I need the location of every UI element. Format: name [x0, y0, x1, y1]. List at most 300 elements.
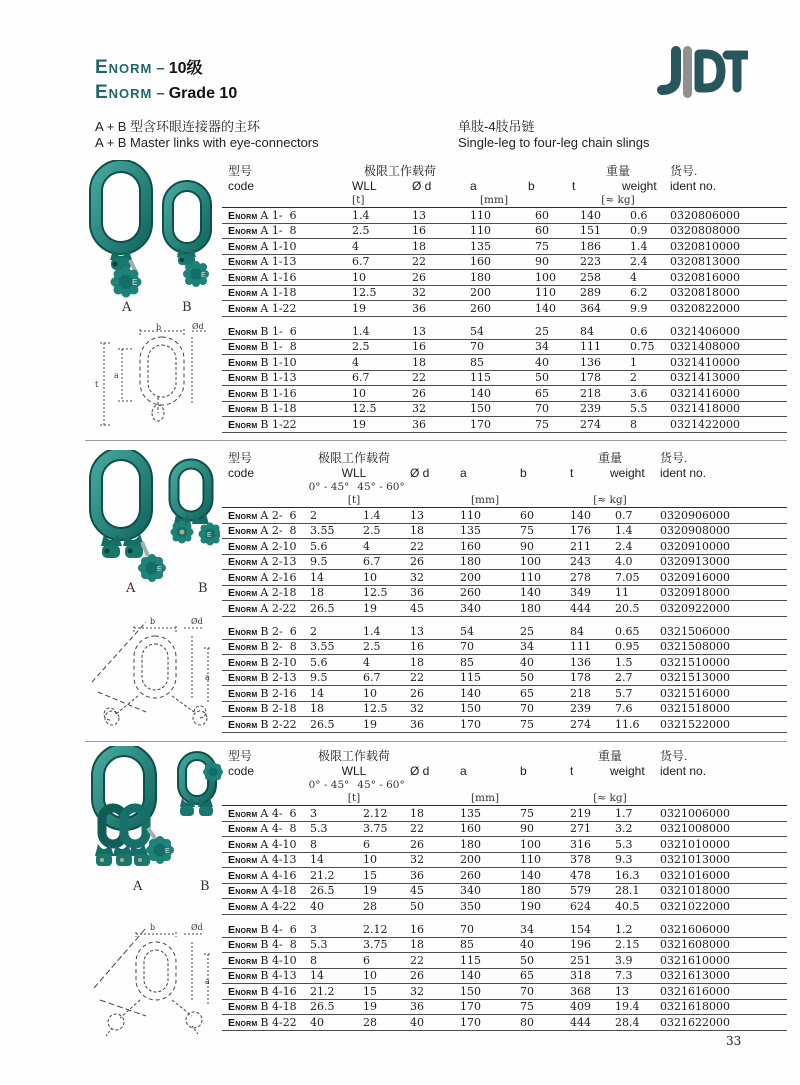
brand-name: Enorm: [228, 356, 258, 369]
value-cell: 0320808000: [670, 224, 740, 238]
product-photo-two-leg: [86, 450, 220, 586]
value-cell: 160: [460, 822, 481, 836]
table-row: [222, 570, 787, 586]
value-cell: 40: [310, 899, 324, 913]
value-cell: 200: [460, 570, 481, 584]
value-cell: 140: [570, 508, 591, 522]
value-cell: 444: [570, 1015, 591, 1029]
value-cell: 9.9: [630, 301, 648, 315]
brand-name: Enorm: [228, 985, 258, 998]
value-cell: 70: [520, 984, 534, 998]
value-cell: 1: [630, 355, 637, 369]
brand-name: Enorm: [228, 672, 258, 685]
code-cell: [222, 853, 302, 866]
brand-name: Enorm: [228, 525, 258, 538]
value-cell: 75: [535, 239, 549, 253]
title-dash: –: [156, 60, 165, 77]
code-cell: [222, 586, 302, 599]
svg-text:E: E: [165, 848, 170, 855]
col-ident-cn: 货号.: [660, 749, 688, 763]
value-cell: 0.9: [630, 224, 648, 238]
table-b1: [222, 324, 787, 433]
value-cell: 5.3: [615, 837, 633, 851]
table-row: [222, 868, 787, 884]
code-text: A 2-: [260, 586, 283, 600]
value-cell: 0321610000: [660, 953, 730, 967]
value-cell: 1.4: [630, 239, 648, 253]
value-cell: 65: [520, 969, 534, 983]
brand-name: Enorm: [95, 82, 153, 103]
value-cell: 0.7: [615, 508, 633, 522]
brand-name: Enorm: [228, 325, 258, 338]
value-cell: 140: [460, 969, 481, 983]
table-row: [222, 555, 787, 571]
value-cell: 378: [570, 853, 591, 867]
col-diameter: Ø d: [410, 466, 430, 480]
value-cell: 6.2: [630, 286, 648, 300]
col-wll-cn: 极限工作载荷: [317, 451, 390, 465]
brand-name: Enorm: [228, 854, 258, 867]
value-cell: 0320816000: [670, 270, 740, 284]
code-size: 10: [282, 239, 297, 253]
table-a4: [222, 806, 787, 915]
value-cell: 18: [412, 239, 426, 253]
code-size: 22: [282, 717, 297, 731]
value-cell: 115: [470, 371, 491, 385]
code-size: 18: [282, 884, 297, 898]
dimension-drawing-two-leg: [88, 608, 216, 736]
value-cell: 36: [412, 301, 426, 315]
value-cell: 19: [363, 717, 377, 731]
table-row: [222, 239, 787, 255]
table-row: [222, 355, 787, 371]
brand-name: Enorm: [228, 838, 258, 851]
code-text: A 4-: [260, 899, 283, 913]
title-line-en: [95, 81, 237, 106]
value-cell: 19: [363, 1000, 377, 1014]
value-cell: 4: [630, 270, 637, 284]
col-ident-cn: 货号.: [660, 451, 688, 465]
value-cell: 115: [460, 953, 481, 967]
value-cell: 0321508000: [660, 640, 730, 654]
value-cell: 180: [460, 555, 481, 569]
value-cell: 70: [460, 640, 474, 654]
code-cell: [222, 969, 302, 982]
value-cell: 70: [470, 340, 484, 354]
value-cell: 5.7: [615, 686, 633, 700]
svg-text:E: E: [157, 566, 162, 573]
table-row: [222, 1000, 787, 1016]
col-t: t: [572, 179, 576, 193]
col-code-cn: 型号: [228, 451, 253, 465]
value-cell: 316: [570, 837, 591, 851]
value-cell: 200: [460, 853, 481, 867]
table-row: [222, 371, 787, 387]
brand-name: Enorm: [228, 939, 258, 952]
value-cell: 2: [310, 508, 317, 522]
table-row: [222, 655, 787, 671]
brand-name: Enorm: [228, 703, 258, 716]
code-text: A 4-: [260, 837, 283, 851]
code-cell: [222, 524, 302, 537]
value-cell: 28.1: [615, 884, 640, 898]
code-cell: [222, 985, 302, 998]
value-cell: 150: [460, 984, 481, 998]
value-cell: 3.75: [363, 822, 388, 836]
value-cell: 34: [520, 922, 534, 936]
table-row: [222, 822, 787, 838]
value-cell: 85: [470, 355, 484, 369]
photo-label-b: B: [182, 300, 192, 315]
value-cell: 19: [352, 301, 366, 315]
table-row: [222, 386, 787, 402]
value-cell: 36: [410, 717, 424, 731]
col-wll: WLL: [341, 466, 367, 480]
value-cell: 13: [615, 984, 629, 998]
value-cell: 28.4: [615, 1015, 640, 1029]
table-b4: [222, 922, 787, 1031]
table-row: [222, 508, 787, 524]
code-text: B 1-: [260, 417, 283, 431]
code-size: 18: [282, 286, 297, 300]
value-cell: 2.5: [352, 340, 370, 354]
code-text: A 2-: [260, 524, 283, 538]
brand-name: Enorm: [228, 970, 258, 983]
photo-label-b: B: [198, 581, 208, 596]
table-a1: [222, 208, 787, 317]
code-text: A 2-: [260, 508, 283, 522]
code-text: A 4-: [260, 806, 283, 820]
code-text: A 1-: [260, 301, 283, 315]
table-row: [222, 884, 787, 900]
value-cell: 0321513000: [660, 671, 730, 685]
code-cell: [222, 402, 340, 415]
table-row: [222, 702, 787, 718]
value-cell: 60: [535, 208, 549, 222]
svg-text:E: E: [201, 272, 206, 279]
table-row: [222, 286, 787, 302]
code-size: 6: [289, 806, 297, 820]
brand-name: Enorm: [228, 209, 258, 222]
value-cell: 80: [520, 1015, 534, 1029]
table-row: [222, 671, 787, 687]
value-cell: 22: [410, 822, 424, 836]
value-cell: 45: [410, 601, 424, 615]
code-text: A 2-: [260, 555, 283, 569]
col-code: code: [228, 764, 255, 778]
code-cell: [222, 209, 340, 222]
code-text: B 1-: [260, 355, 283, 369]
value-cell: 1.4: [363, 624, 381, 638]
col-t: t: [570, 466, 574, 480]
svg-text:b: b: [156, 323, 162, 332]
value-cell: 70: [535, 402, 549, 416]
code-size: 16: [282, 570, 297, 584]
value-cell: 45: [410, 884, 424, 898]
code-size: 10: [282, 539, 297, 553]
code-cell: [222, 387, 340, 400]
code-size: 6: [289, 208, 297, 222]
value-cell: 340: [460, 884, 481, 898]
value-cell: 0321416000: [670, 386, 740, 400]
value-cell: 28: [363, 899, 377, 913]
col-ident-cn: 货号.: [670, 164, 698, 178]
value-cell: 19.4: [615, 1000, 640, 1014]
value-cell: 60: [535, 224, 549, 238]
code-cell: [222, 555, 302, 568]
brand-name: Enorm: [228, 900, 258, 913]
value-cell: 110: [470, 208, 491, 222]
brand-name: Enorm: [228, 807, 258, 820]
svg-text:E: E: [132, 278, 138, 287]
table-row: [222, 640, 787, 656]
code-text: B 4-: [260, 922, 283, 936]
brand-name: Enorm: [228, 954, 258, 967]
code-cell: [222, 884, 302, 897]
code-cell: [222, 718, 302, 731]
value-cell: 32: [410, 570, 424, 584]
code-cell: [222, 869, 302, 882]
table-row: [222, 837, 787, 853]
page-number: 33: [726, 1034, 742, 1048]
code-size: 16: [282, 984, 297, 998]
col-code-cn: 型号: [228, 164, 253, 178]
value-cell: 34: [535, 340, 549, 354]
col-wll-angle1: 0° - 45°: [308, 481, 350, 493]
value-cell: 1.7: [615, 806, 633, 820]
value-cell: 40.5: [615, 899, 640, 913]
code-size: 22: [282, 1015, 297, 1029]
brand-name: Enorm: [228, 869, 258, 882]
value-cell: 50: [410, 899, 424, 913]
brand-name: Enorm: [228, 387, 258, 400]
code-text: A 4-: [260, 868, 283, 882]
value-cell: 54: [470, 324, 484, 338]
code-size: 22: [282, 601, 297, 615]
value-cell: 26.5: [310, 601, 335, 615]
value-cell: 75: [520, 806, 534, 820]
value-cell: 26: [412, 386, 426, 400]
value-cell: 0.6: [630, 208, 648, 222]
value-cell: 19: [352, 417, 366, 431]
value-cell: 15: [363, 868, 377, 882]
svg-text:Ød: Ød: [191, 923, 203, 932]
value-cell: 350: [460, 899, 481, 913]
brand-name: Enorm: [228, 302, 258, 315]
value-cell: 624: [570, 899, 591, 913]
col-ident: ident no.: [660, 764, 707, 778]
col-b: b: [520, 466, 527, 480]
value-cell: 160: [460, 539, 481, 553]
value-cell: 10: [363, 570, 377, 584]
value-cell: 349: [570, 586, 591, 600]
value-cell: 251: [570, 953, 591, 967]
value-cell: 340: [460, 601, 481, 615]
value-cell: 10: [363, 853, 377, 867]
value-cell: 190: [520, 899, 541, 913]
value-cell: 3.55: [310, 524, 335, 538]
value-cell: 4: [363, 655, 370, 669]
value-cell: 136: [570, 655, 591, 669]
table-row: [222, 324, 787, 340]
value-cell: 40: [520, 938, 534, 952]
value-cell: 1.4: [363, 508, 381, 522]
code-text: A 1-: [260, 224, 283, 238]
table-row: [222, 686, 787, 702]
code-cell: [222, 602, 302, 615]
value-cell: 110: [535, 286, 556, 300]
value-cell: 140: [460, 686, 481, 700]
value-cell: 4: [352, 355, 359, 369]
value-cell: 12.5: [352, 286, 377, 300]
table-row: [222, 208, 787, 224]
value-cell: 0320818000: [670, 286, 740, 300]
code-text: B 1-: [260, 371, 283, 385]
value-cell: 0321606000: [660, 922, 730, 936]
code-size: 13: [282, 969, 297, 983]
value-cell: 84: [580, 324, 594, 338]
value-cell: 2: [630, 371, 637, 385]
code-cell: [222, 224, 340, 237]
value-cell: 5.6: [310, 655, 328, 669]
photo-label-b: B: [200, 879, 210, 894]
value-cell: 34: [520, 640, 534, 654]
code-text: B 4-: [260, 984, 283, 998]
code-text: A 4-: [260, 853, 283, 867]
subtitle-right-cn: 单肢-4肢吊链: [458, 119, 535, 134]
table-a2: [222, 508, 787, 617]
page-title: [95, 56, 237, 106]
value-cell: 274: [570, 717, 591, 731]
value-cell: 260: [460, 868, 481, 882]
value-cell: 180: [520, 884, 541, 898]
dimension-drawing-single-leg: [92, 323, 212, 435]
value-cell: 0321616000: [660, 984, 730, 998]
code-cell: [222, 302, 340, 315]
svg-text:a: a: [205, 977, 210, 986]
value-cell: 26: [412, 270, 426, 284]
value-cell: 0321506000: [660, 624, 730, 638]
value-cell: 90: [535, 255, 549, 269]
value-cell: 100: [520, 837, 541, 851]
value-cell: 110: [520, 853, 541, 867]
code-text: B 1-: [260, 402, 283, 416]
value-cell: 6.7: [363, 555, 381, 569]
title-grade-cn: 10级: [168, 60, 203, 77]
unit-tonnes: [t]: [352, 194, 365, 206]
value-cell: 0320822000: [670, 301, 740, 315]
code-cell: [222, 1016, 302, 1029]
table-row: [222, 1015, 787, 1031]
table-row: [222, 224, 787, 240]
value-cell: 0321613000: [660, 969, 730, 983]
value-cell: 10: [363, 969, 377, 983]
value-cell: 85: [460, 938, 474, 952]
value-cell: 14: [310, 969, 324, 983]
value-cell: 1.4: [352, 208, 370, 222]
value-cell: 6.7: [352, 255, 370, 269]
value-cell: 100: [520, 555, 541, 569]
dimension-drawing-four-leg: [92, 916, 214, 1042]
value-cell: 0320810000: [670, 239, 740, 253]
code-cell: [222, 640, 302, 653]
value-cell: 218: [580, 386, 601, 400]
value-cell: 274: [580, 417, 601, 431]
value-cell: 16: [412, 340, 426, 354]
code-text: A 1-: [260, 255, 283, 269]
svg-text:b: b: [150, 617, 156, 626]
brand-name: Enorm: [228, 923, 258, 936]
value-cell: 84: [570, 624, 584, 638]
unit-mm: [mm]: [470, 494, 500, 506]
code-text: B 1-: [260, 324, 283, 338]
svg-text:E: E: [207, 532, 212, 539]
title-grade-en: Grade 10: [168, 85, 238, 102]
code-size: 8: [289, 524, 297, 538]
section-divider: [85, 741, 787, 742]
code-text: B 2-: [260, 686, 283, 700]
value-cell: 26.5: [310, 1000, 335, 1014]
value-cell: 26: [410, 686, 424, 700]
code-size: 16: [282, 386, 297, 400]
section-four-leg: [222, 748, 787, 1031]
col-ident: ident no.: [670, 179, 717, 193]
value-cell: 22: [410, 671, 424, 685]
code-text: B 1-: [260, 340, 283, 354]
value-cell: 2.4: [630, 255, 648, 269]
value-cell: 25: [535, 324, 549, 338]
value-cell: 110: [520, 570, 541, 584]
value-cell: 19: [363, 601, 377, 615]
code-size: 6: [289, 922, 297, 936]
code-size: 13: [282, 555, 297, 569]
code-cell: [222, 656, 302, 669]
code-size: 18: [282, 586, 297, 600]
value-cell: 14: [310, 686, 324, 700]
brand-name: Enorm: [228, 656, 258, 669]
col-a: a: [470, 179, 477, 193]
value-cell: 0321016000: [660, 868, 730, 882]
brand-name: Enorm: [228, 256, 258, 269]
col-weight: weight: [610, 764, 645, 778]
value-cell: 160: [470, 255, 491, 269]
code-cell: [222, 822, 302, 835]
value-cell: 14: [310, 570, 324, 584]
value-cell: 20.5: [615, 601, 640, 615]
code-size: 8: [289, 938, 297, 952]
value-cell: 0320806000: [670, 208, 740, 222]
code-text: A 1-: [260, 286, 283, 300]
code-cell: [222, 625, 302, 638]
value-cell: 170: [460, 1000, 481, 1014]
brand-name: Enorm: [228, 687, 258, 700]
section-single-leg: [222, 163, 787, 433]
col-wll: WLL: [341, 764, 367, 778]
value-cell: 223: [580, 255, 601, 269]
table-row: [222, 984, 787, 1000]
value-cell: 2.12: [363, 806, 388, 820]
table-row: [222, 899, 787, 915]
unit-tonnes: [t]: [347, 792, 361, 804]
value-cell: 90: [520, 822, 534, 836]
value-cell: 3.75: [363, 938, 388, 952]
section-divider: [85, 440, 787, 441]
value-cell: 140: [470, 386, 491, 400]
brand-name: Enorm: [228, 602, 258, 615]
value-cell: 0321018000: [660, 884, 730, 898]
code-cell: [222, 1000, 302, 1013]
value-cell: 6: [363, 953, 370, 967]
